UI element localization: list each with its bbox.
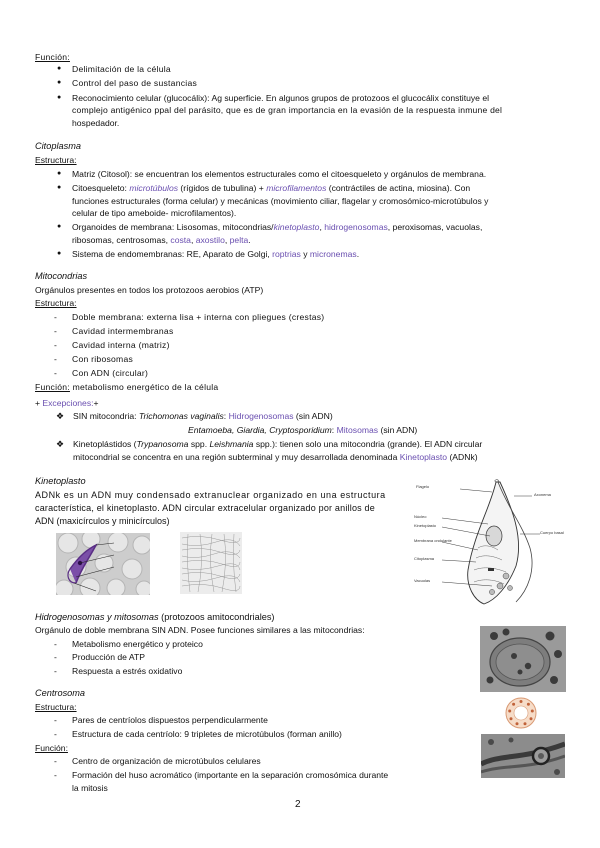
centrosoma-item: Pares de centríolos dispuestos perpendicularmente [72, 715, 268, 725]
excepciones-line [35, 398, 99, 409]
diagram-label: Kinetoplasto [414, 523, 437, 528]
dash: - [54, 770, 57, 780]
mito-item: Cavidad intermembranas [72, 326, 174, 336]
dash: - [54, 354, 57, 364]
organoides-line [72, 222, 482, 233]
text-run: y [300, 249, 310, 259]
trypanosome-image [56, 533, 150, 595]
text-run: , peroxisomas, vacuolas, [387, 222, 483, 232]
dash: - [54, 326, 57, 336]
text-run: spp.): tienen solo una mitocondria (grande). El ADN circular [253, 439, 483, 449]
hidrogenosomas-term: Hidrogenosomas [228, 411, 294, 421]
sin-mitocondria-line-2 [188, 425, 417, 436]
text-run: mitocondrial se concentra en una región subterminal y muy desarrollada denominada [73, 452, 400, 462]
centriole-ring-image [503, 696, 539, 730]
dash: - [54, 368, 57, 378]
mitocondrias-intro: Orgánulos presentes en todos los protozoos aerobios (ATP) [35, 285, 264, 295]
pelta-term: pelta [229, 235, 249, 245]
hidrogeno-item: Metabolismo energético y proteico [72, 639, 203, 649]
centriole-diagram [503, 696, 539, 730]
hidrogenosomas-heading [35, 612, 275, 623]
funcion-heading: Función: [35, 743, 68, 753]
text-run: (ADNk) [447, 452, 478, 462]
hydrogenosome-image [480, 626, 566, 692]
funcion-item: Reconocimiento celular (glucocálix): Ag superficie. En algunos grupos de protozoos el glucocálix constituye el [72, 93, 490, 103]
funcion-heading: Función: [35, 382, 70, 392]
funcion-heading: Función: [35, 52, 70, 62]
sin-mitocondria-line [73, 411, 333, 422]
trypanosome-micrograph [56, 533, 150, 595]
diamond-bullet: ❖ [56, 439, 65, 449]
axostilo-term: axostilo [195, 235, 225, 245]
hidrogeno-item: Respuesta a estrés oxidativo [72, 666, 183, 676]
diagram-label: Flagelo [416, 484, 430, 489]
diamond-bullet: ❖ [56, 411, 65, 421]
kinetoplasto-text: ADNk es un ADN muy condensado extranuclear organizado en una estructura [35, 490, 386, 500]
kinetoplasto-text: ADN (maxicírculos y minicírculos) [35, 516, 170, 526]
bullet: ● [57, 170, 62, 177]
kdna-image [180, 532, 242, 594]
dash: - [54, 639, 57, 649]
text-run: , [190, 235, 196, 245]
microtubulos-term: microtúbulos [129, 183, 179, 193]
kdna-micrograph [180, 532, 242, 594]
citoesqueleto-cont: celular de tipo ameboide- microfilamentos). [72, 208, 237, 218]
kinetoplastidos-line [73, 439, 482, 450]
mitocondrias-heading: Mitocondrias [35, 271, 88, 281]
funcion-item-cont: complejo antigénico ppal del parásito, que es de gran importancia en la evasión de la respuesta inmune del [72, 105, 503, 115]
heading-rest: (protozoos amitocondriales) [158, 612, 275, 622]
centrosoma-heading: Centrosoma [35, 688, 86, 698]
citoesqueleto-line [72, 183, 470, 194]
text-run: : [223, 411, 229, 421]
text-run: (sin ADN) [378, 425, 418, 435]
text-run: Sistema de endomembranas: RE, Aparato de Golgi, [72, 249, 273, 259]
hidrogenosomas-term: hidrogenosomas [324, 222, 388, 232]
species-name: Trypanosoma [136, 439, 189, 449]
bullet: ● [57, 94, 62, 101]
text-run: (rígidos de tubulina) + [178, 183, 267, 193]
text-run: metabolismo energético de la célula [69, 382, 219, 392]
text-run: (sin ADN) [293, 411, 333, 421]
text-run: SIN mitocondria: [73, 411, 139, 421]
bullet: ● [57, 250, 62, 257]
centrosoma-func-cont: la mitosis [72, 783, 108, 793]
text-run: ribosomas, centrosomas, [72, 235, 171, 245]
diagram-label: Núcleo [414, 514, 427, 519]
kinetoplasto-heading: Kinetoplasto [35, 476, 86, 486]
kinetoplasto-term: kinetoplasto [273, 222, 320, 232]
organoides-cont [72, 235, 251, 246]
text-run: + [35, 398, 43, 408]
text-run: Organoides de membrana: Lisosomas, mitocondrias/ [72, 222, 274, 232]
centrosome-micrograph [481, 734, 565, 778]
matriz-text: Matriz (Citosol): se encuentran los elementos estructurales como el citoesqueleto y orgánulos de membrana. [72, 169, 487, 179]
mito-item: Doble membrana: externa lisa + interna con pliegues (crestas) [72, 312, 325, 322]
diagram-label: Vacuolas [414, 578, 431, 583]
centrosome-image [481, 734, 565, 778]
roptrias-term: roptrias [272, 249, 301, 259]
centrosoma-item: Estructura de cada centríolo: 9 tripletes de microtúbulos (forman anillo) [72, 729, 342, 739]
mito-item: Con ribosomas [72, 354, 134, 364]
kinetoplasto-term: Kinetoplasto [399, 452, 448, 462]
dash: - [54, 340, 57, 350]
text-run: (contráctiles de actina, miosina). Con [326, 183, 471, 193]
funcion-item-cont: hospedador. [72, 118, 120, 128]
bullet: ● [57, 184, 62, 191]
dash: - [54, 652, 57, 662]
excepciones-label: Excepciones: [42, 398, 94, 408]
hidrogenosomas-intro: Orgánulo de doble membrana SIN ADN. Posee funciones similares a las mitocondrias: [35, 625, 365, 635]
species-name: Trichomonas vaginalis [138, 411, 224, 421]
citoplasma-heading: Citoplasma [35, 141, 81, 151]
costa-term: costa [170, 235, 191, 245]
mito-item: Con ADN (circular) [72, 368, 149, 378]
hydrogenosome-micrograph [480, 626, 566, 692]
diagram-label: Membrana ondulante [414, 538, 452, 543]
estructura-heading: Estructura: [35, 155, 77, 165]
trypanosome-diagram [412, 478, 574, 606]
text-run: + [93, 398, 99, 408]
estructura-heading: Estructura: [35, 298, 77, 308]
kinetoplastidos-cont [73, 452, 478, 463]
endomembranas-line [72, 249, 359, 260]
centrosoma-func-item: Centro de organización de microtúbulos celulares [72, 756, 261, 766]
species-name: Entamoeba, Giardia, Cryptosporidium [188, 425, 332, 435]
mito-funcion-line [35, 382, 218, 393]
mito-item: Cavidad interna (matriz) [72, 340, 170, 350]
kinetoplasto-text: característica, el kinetoplasto. ADN circular extracelular organizado por anillos de [35, 503, 375, 513]
dash: - [54, 666, 57, 676]
dash: - [54, 756, 57, 766]
citoesqueleto-cont: funciones estructurales (forma celular) y mecánicas (movimiento ciliar, flagelar y cromosómico-microtúbulos y [72, 196, 489, 206]
text-run: : [331, 425, 337, 435]
diagram-label: Citoplasma [414, 556, 435, 561]
mitosomas-term: Mitosomas [336, 425, 379, 435]
text-run: , [224, 235, 230, 245]
page-number: 2 [295, 799, 301, 810]
estructura-heading: Estructura: [35, 702, 77, 712]
text-run: . [248, 235, 251, 245]
text-run: spp. [188, 439, 210, 449]
dash: - [54, 312, 57, 322]
species-name: Leishmania [209, 439, 254, 449]
micronemas-term: micronemas [309, 249, 357, 259]
funcion-item: Control del paso de sustancias [72, 78, 198, 88]
dash: - [54, 729, 57, 739]
text-run: , [319, 222, 325, 232]
hidrogeno-item: Producción de ATP [72, 652, 145, 662]
centrosoma-func-item: Formación del huso acromático (importante en la separación cromosómica durante [72, 770, 389, 780]
heading-italic: Hidrogenosomas y mitosomas [35, 612, 159, 622]
microfilamentos-term: microfilamentos [266, 183, 327, 193]
funcion-item: Delimitación de la célula [72, 64, 171, 74]
bullet: ● [57, 223, 62, 230]
text-run: Citoesqueleto: [72, 183, 130, 193]
dash: - [54, 715, 57, 725]
text-run: . [356, 249, 360, 259]
text-run: Kinetoplástidos ( [73, 439, 137, 449]
diagram-label: Cuerpo basal [540, 530, 564, 535]
diagram-label: Axonema [534, 492, 551, 497]
bullet: ● [57, 65, 62, 72]
bullet: ● [57, 79, 62, 86]
